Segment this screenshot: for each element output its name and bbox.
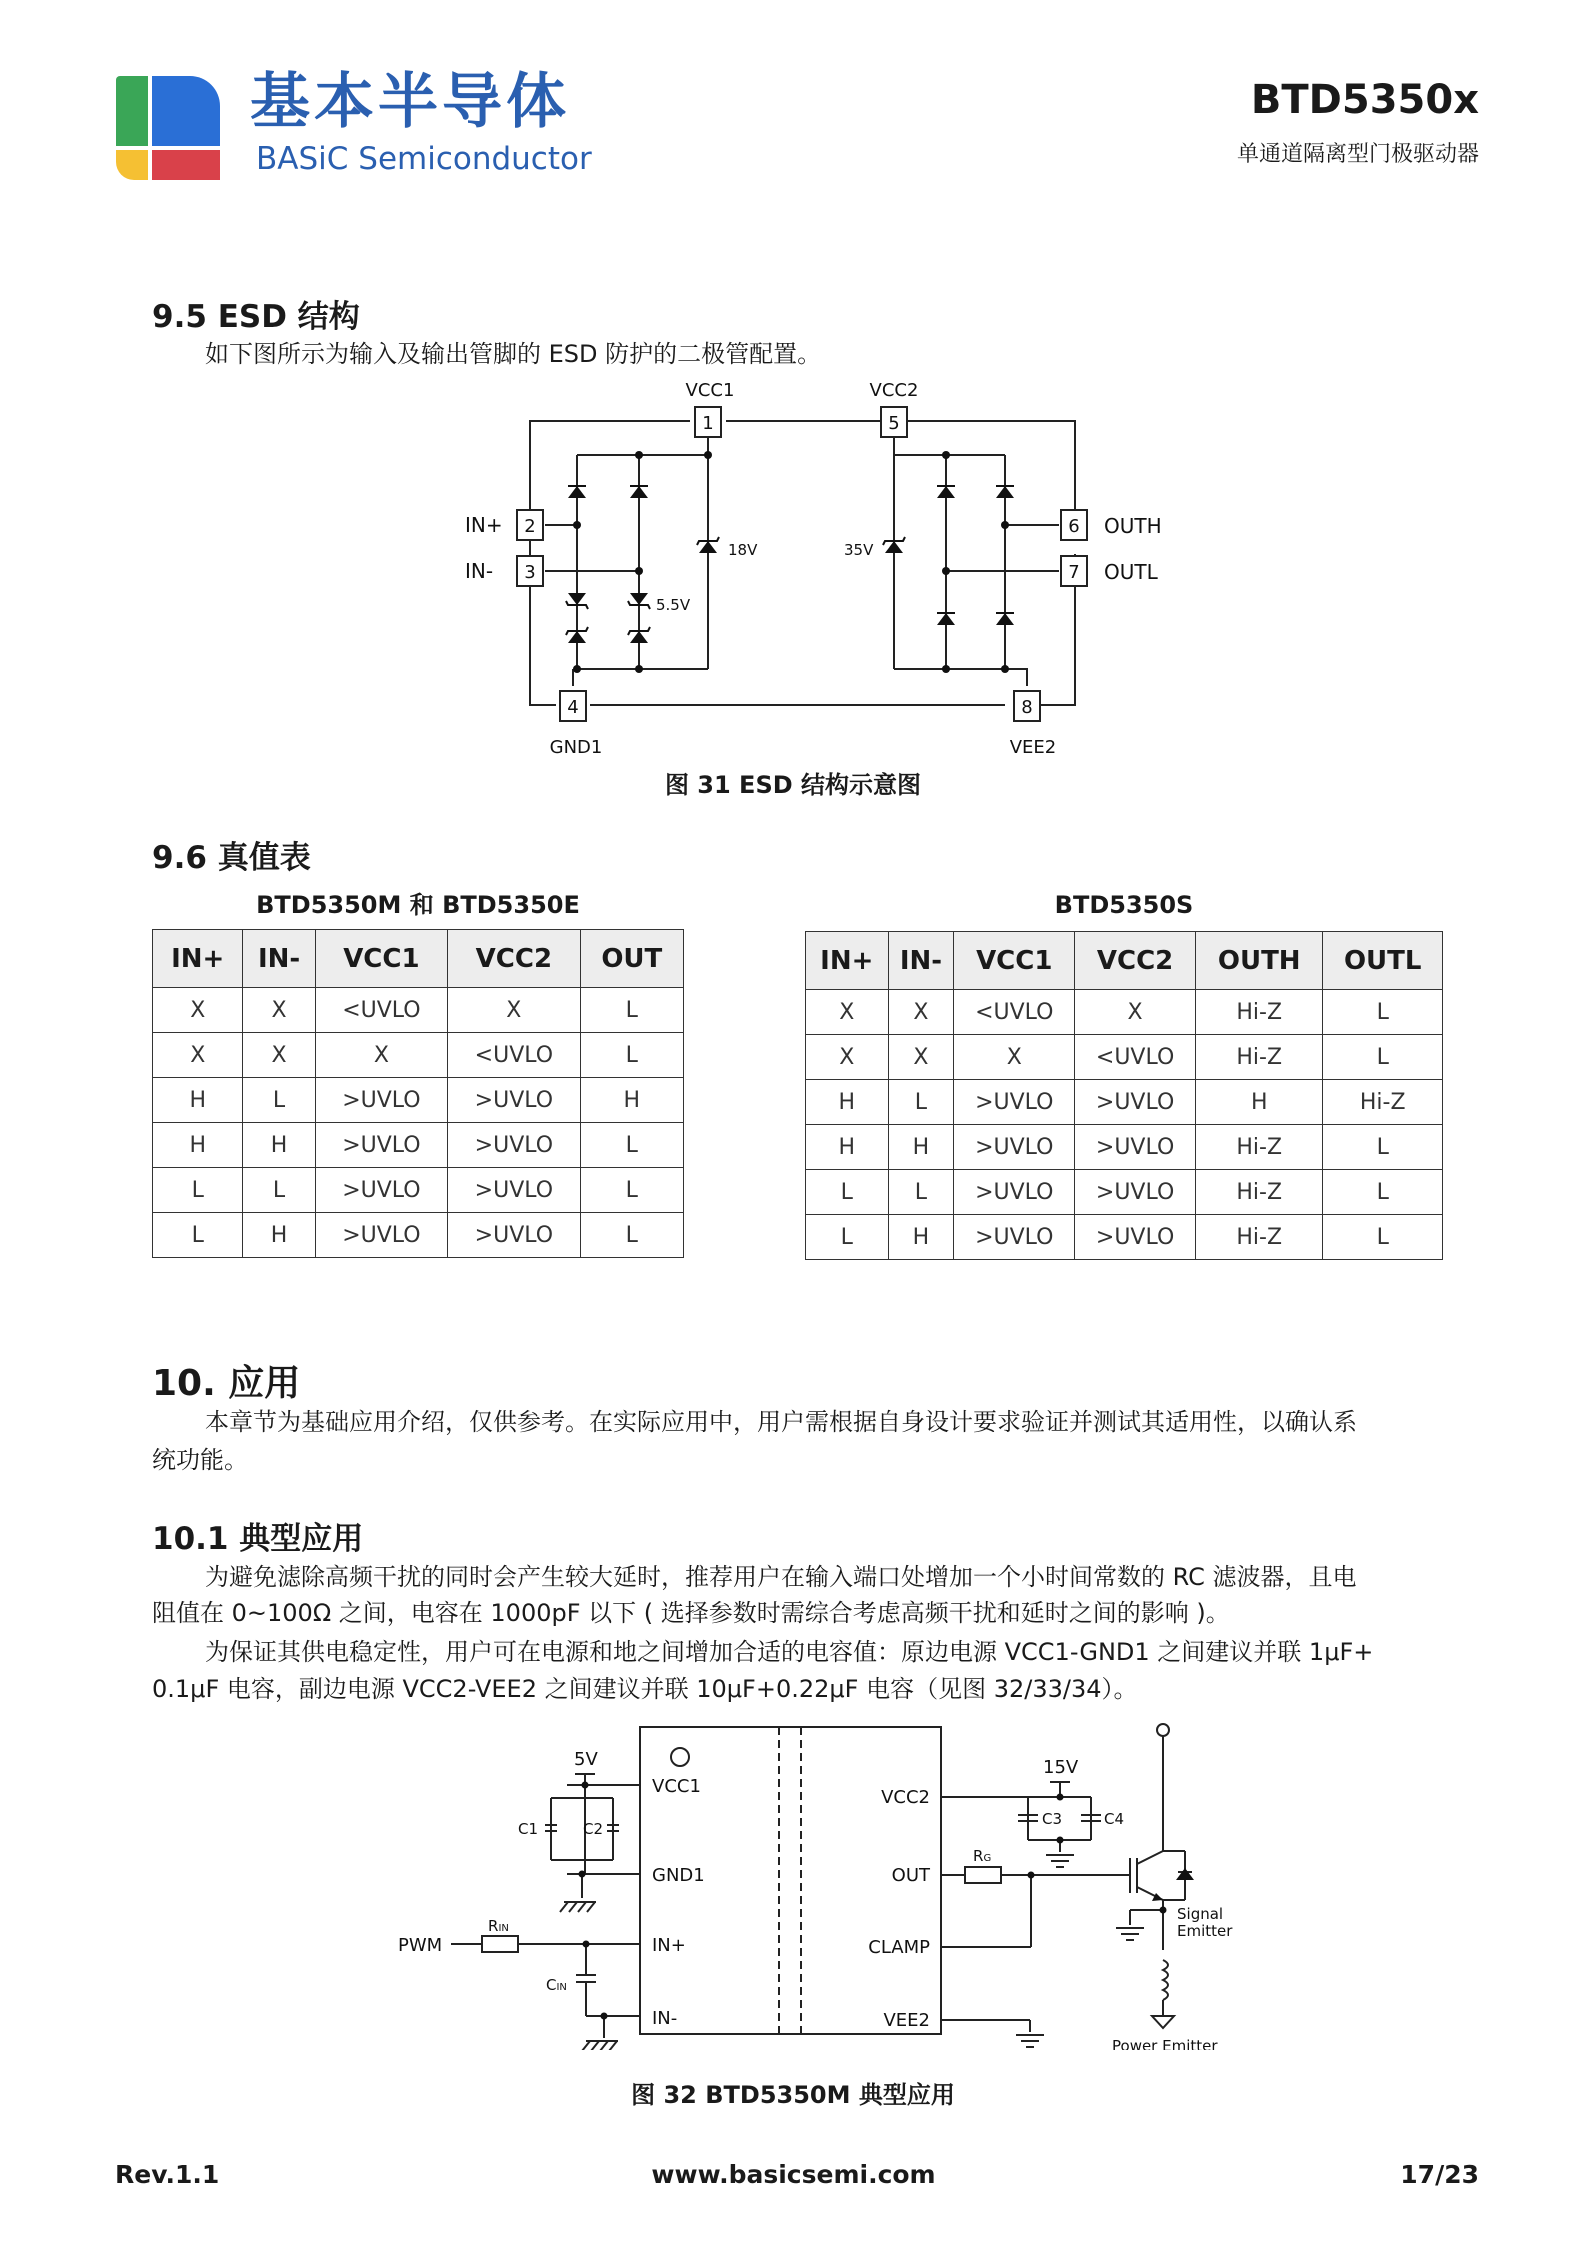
table-cell: L: [580, 988, 683, 1033]
table-cell: L: [243, 1078, 315, 1123]
label-outh: OUTH: [1104, 514, 1162, 538]
table-cell: >UVLO: [1075, 1170, 1196, 1215]
table-cell: >UVLO: [954, 1080, 1075, 1125]
table-cell: H: [153, 1078, 243, 1123]
table-row: [806, 1125, 1443, 1170]
brand-name-cn: 基本半导体: [250, 67, 570, 137]
label-35v: 35V: [844, 541, 874, 559]
table-row: [153, 1168, 684, 1213]
section-10-1-p1-line-2: 阻值在 0~100Ω 之间，电容在 1000pF 以下 ( 选择参数时需综合考虑高频干扰和延时之间的影响 )。: [152, 1599, 1230, 1627]
section-10-title: 10. 应用: [152, 1363, 301, 1404]
table-row: [153, 1033, 684, 1078]
col-header: VCC2: [1075, 932, 1196, 990]
col-header: IN-: [888, 932, 954, 990]
table-cell: <UVLO: [1075, 1035, 1196, 1080]
table-cell: X: [888, 1035, 954, 1080]
table-cell: >UVLO: [448, 1213, 580, 1258]
c1-label: C1: [518, 1820, 539, 1838]
table-cell: Hi-Z: [1196, 1215, 1323, 1260]
section-9-5-title: 9.5 ESD 结构: [152, 299, 360, 335]
footer-website[interactable]: www.basicsemi.com: [651, 2160, 936, 2189]
rin-label: RIN: [488, 1917, 509, 1935]
table-cell: L: [888, 1080, 954, 1125]
pin-vee2-label: VEE2: [883, 2010, 930, 2031]
table-cell: L: [580, 1168, 683, 1213]
label-18v: 18V: [728, 541, 758, 559]
table-cell: H: [806, 1080, 889, 1125]
diode-in-minus-high: [630, 486, 648, 498]
table-cell: >UVLO: [315, 1213, 447, 1258]
diode-outh-high: [996, 486, 1014, 498]
pin-2-number: 2: [524, 516, 536, 537]
table-row: [806, 1080, 1443, 1125]
table-cell: L: [806, 1170, 889, 1215]
table-cell: H: [243, 1123, 315, 1168]
table-cell: L: [1323, 1125, 1443, 1170]
table-cell: L: [153, 1168, 243, 1213]
table-cell: L: [1323, 1215, 1443, 1260]
pin-in-plus-label: IN+: [652, 1935, 686, 1956]
footer-page-number: 17/23: [1400, 2160, 1479, 2189]
table-cell: L: [153, 1213, 243, 1258]
signal-emitter-label-2: Emitter: [1177, 1922, 1233, 1940]
table-cell: X: [153, 988, 243, 1033]
table-cell: <UVLO: [315, 988, 447, 1033]
pin-3-number: 3: [524, 562, 536, 583]
col-header: VCC1: [315, 930, 447, 988]
section-9-5-description: 如下图所示为输入及输出管脚的 ESD 防护的二极管配置。: [205, 340, 822, 368]
table-cell: X: [888, 990, 954, 1035]
diode-in-plus-high: [568, 486, 586, 498]
label-in-plus: IN+: [465, 513, 503, 537]
table-cell: X: [448, 988, 580, 1033]
col-header: IN+: [153, 930, 243, 988]
table-cell: Hi-Z: [1196, 1170, 1323, 1215]
section-10-1-p1-line-1: 为避免滤除高频干扰的同时会产生较大延时，推荐用户在输入端口处增加一个小时间常数的 RC 滤波器，且电: [205, 1563, 1357, 1591]
table-row: [153, 1213, 684, 1258]
table-cell: X: [954, 1035, 1075, 1080]
table-cell: L: [1323, 1035, 1443, 1080]
section-10-1-p2-line-1: 为保证其供电稳定性，用户可在电源和地之间增加合适的电容值：原边电源 VCC1-GND1 之间建议并联 1μF+: [205, 1638, 1374, 1666]
table-cell: X: [806, 1035, 889, 1080]
truth-table-s: [805, 931, 1443, 1260]
label-5-5v: 5.5V: [656, 596, 691, 614]
section-10-paragraph-line-1: 本章节为基础应用介绍，仅供参考。在实际应用中，用户需根据自身设计要求验证并测试其适用性，以确认系: [205, 1408, 1357, 1436]
logo-green-block: [116, 76, 148, 146]
table-cell: <UVLO: [954, 990, 1075, 1035]
table-cell: >UVLO: [1075, 1215, 1196, 1260]
pin-vcc2-label: VCC2: [881, 1787, 930, 1808]
table-cell: Hi-Z: [1323, 1080, 1443, 1125]
col-header: OUTL: [1323, 932, 1443, 990]
footer-revision: Rev.1.1: [115, 2160, 220, 2189]
truth-table-m-e: [152, 929, 684, 1258]
section-10-1-p2-line-2: 0.1μF 电容，副边电源 VCC2-VEE2 之间建议并联 10μF+0.22μF 电容（见图 32/33/34）。: [152, 1675, 1138, 1703]
diode-outl-low: [937, 613, 955, 625]
logo-red-block: [152, 150, 220, 180]
truth-table-m-e-title: BTD5350M 和 BTD5350E: [256, 891, 580, 919]
table-row: [806, 1035, 1443, 1080]
table-cell: >UVLO: [954, 1125, 1075, 1170]
document-subtitle: 单通道隔离型门极驱动器: [1236, 142, 1479, 167]
table-cell: X: [806, 990, 889, 1035]
pin-7-number: 7: [1068, 562, 1080, 583]
section-9-6-title: 9.6 真值表: [152, 840, 311, 876]
col-header: OUT: [580, 930, 683, 988]
pin-6-number: 6: [1068, 516, 1080, 537]
table-row: [153, 988, 684, 1033]
table-cell: X: [1075, 990, 1196, 1035]
section-10-1-title: 10.1 典型应用: [152, 1521, 364, 1557]
table-cell: L: [1323, 990, 1443, 1035]
c4-label: C4: [1104, 1810, 1125, 1828]
pin-clamp-label: CLAMP: [868, 1937, 930, 1958]
col-header: IN-: [243, 930, 315, 988]
table-cell: >UVLO: [315, 1168, 447, 1213]
table-cell: H: [153, 1123, 243, 1168]
figure-31-caption: 图 31 ESD 结构示意图: [664, 771, 922, 799]
table-cell: Hi-Z: [1196, 990, 1323, 1035]
pin-8-number: 8: [1021, 697, 1033, 718]
table-cell: >UVLO: [954, 1170, 1075, 1215]
table-cell: L: [580, 1213, 683, 1258]
c3-label: C3: [1042, 1810, 1063, 1828]
table-cell: H: [243, 1213, 315, 1258]
label-vee2: VEE2: [1009, 737, 1057, 758]
table-cell: X: [153, 1033, 243, 1078]
figure-32-caption: 图 32 BTD5350M 典型应用: [631, 2081, 955, 2109]
brand-name-en: BASiC Semiconductor: [256, 141, 592, 177]
pin-gnd1-label: GND1: [652, 1865, 705, 1886]
label-vcc1: VCC1: [685, 380, 735, 401]
table-cell: >UVLO: [315, 1123, 447, 1168]
table-row: [153, 1123, 684, 1168]
pin-4-number: 4: [567, 697, 579, 718]
table-cell: L: [580, 1033, 683, 1078]
label-vcc2: VCC2: [869, 380, 919, 401]
table-cell: >UVLO: [448, 1168, 580, 1213]
table-cell: >UVLO: [1075, 1125, 1196, 1170]
pin-vcc1-label: VCC1: [652, 1776, 701, 1797]
table-cell: >UVLO: [315, 1078, 447, 1123]
supply-5v-label: 5V: [574, 1749, 598, 1770]
table-cell: L: [888, 1170, 954, 1215]
col-header: IN+: [806, 932, 889, 990]
pwm-label: PWM: [398, 1935, 443, 1956]
table-row: [806, 990, 1443, 1035]
power-emitter-label: Power Emitter: [1112, 2037, 1218, 2050]
pin-in-minus-label: IN-: [652, 2008, 678, 2029]
logo-yellow-block: [116, 150, 148, 180]
col-header: VCC1: [954, 932, 1075, 990]
table-cell: Hi-Z: [1196, 1035, 1323, 1080]
table-row: [153, 1078, 684, 1123]
table-cell: L: [580, 1123, 683, 1168]
truth-table-s-title: BTD5350S: [1054, 891, 1194, 919]
table-cell: L: [243, 1168, 315, 1213]
table-cell: X: [243, 1033, 315, 1078]
diode-outl-high: [937, 486, 955, 498]
collector-terminal: [1157, 1724, 1169, 1736]
pin-1-number: 1: [702, 413, 714, 434]
table-cell: L: [1323, 1170, 1443, 1215]
signal-emitter-label-1: Signal: [1177, 1905, 1224, 1923]
diode-outh-low: [996, 613, 1014, 625]
table-cell: X: [243, 988, 315, 1033]
c2-label: C2: [583, 1820, 604, 1838]
table-cell: H: [888, 1215, 954, 1260]
esd-structure-diagram: [440, 370, 1200, 770]
table-cell: X: [315, 1033, 447, 1078]
label-in-minus: IN-: [465, 559, 494, 583]
label-outl: OUTL: [1104, 560, 1158, 584]
table-cell: >UVLO: [448, 1078, 580, 1123]
table-cell: >UVLO: [1075, 1080, 1196, 1125]
logo-blue-block: [152, 76, 220, 146]
section-10-paragraph-line-2: 统功能。: [152, 1446, 248, 1474]
cin-label: CIN: [546, 1976, 567, 1994]
table-cell: >UVLO: [954, 1215, 1075, 1260]
table-cell: >UVLO: [448, 1123, 580, 1168]
pin-out-label: OUT: [891, 1865, 930, 1886]
label-gnd1: GND1: [549, 737, 603, 758]
table-cell: H: [580, 1078, 683, 1123]
document-id: BTD5350x: [1250, 77, 1479, 123]
table-row: [806, 1215, 1443, 1260]
table-cell: H: [888, 1125, 954, 1170]
col-header: OUTH: [1196, 932, 1323, 990]
table-cell: <UVLO: [448, 1033, 580, 1078]
table-cell: L: [806, 1215, 889, 1260]
pin-5-number: 5: [888, 413, 900, 434]
col-header: VCC2: [448, 930, 580, 988]
table-cell: H: [1196, 1080, 1323, 1125]
rg-label: RG: [973, 1847, 992, 1865]
supply-15v-label: 15V: [1043, 1757, 1079, 1778]
table-cell: Hi-Z: [1196, 1125, 1323, 1170]
typical-application-schematic: [390, 1720, 1250, 2050]
table-cell: H: [806, 1125, 889, 1170]
table-row: [806, 1170, 1443, 1215]
